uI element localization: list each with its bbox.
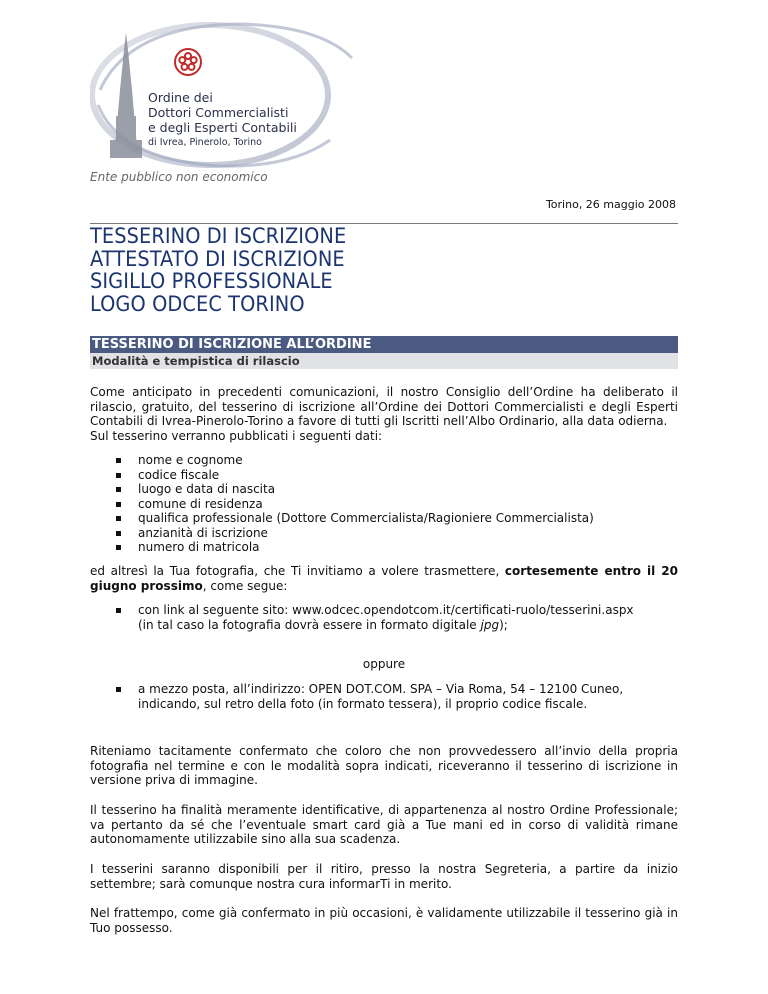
bullet-icon: [116, 502, 121, 507]
tagline: Ente pubblico non economico: [90, 170, 268, 184]
odcec-logo: [90, 20, 370, 170]
list-item: luogo e data di nascita: [116, 482, 594, 497]
intro-paragraph: [90, 385, 678, 443]
logo-line-1: Ordine dei: [148, 90, 213, 105]
logo-line-3: e degli Esperti Contabili: [148, 120, 297, 135]
paragraph: Il tesserino ha finalità meramente identificative, di appartenenza al nostro Ordine Professionale; va pertanto da sé che l’eventuale smart card già a Tue mani ed in corso di validità rimane autonomamente utilizzabile sino alla sua scadenza.: [90, 803, 678, 846]
list-item: comune di residenza: [116, 497, 594, 512]
letter-date: Torino, 26 maggio 2008: [545, 198, 676, 211]
section-subheader: Modalità e tempistica di rilascio: [90, 353, 678, 369]
bullet-icon: [116, 608, 121, 613]
paragraph: Nel frattempo, come già confermato in più occasioni, è validamente utilizzabile il tesserino già in Tuo possesso.: [90, 906, 678, 935]
logo-line-2: Dottori Commercialisti: [148, 105, 289, 120]
bullet-icon: [116, 531, 121, 536]
fields-list: [116, 453, 594, 555]
bullet-icon: [116, 487, 121, 492]
option-link-text: con link al seguente sito: www.odcec.opendotcom.it/certificati-ruolo/tesserini.aspx: [138, 603, 634, 617]
bullet-icon: [116, 545, 121, 550]
bullet-icon: [116, 458, 121, 463]
list-item: qualifica professionale (Dottore Commercialista/Ragioniere Commercialista): [116, 511, 594, 526]
bullet-icon: [116, 473, 121, 478]
intro-text: Come anticipato in precedenti comunicazioni, il nostro Consiglio dell’Ordine ha deliberato il rilascio, gratuito, del tesserino di iscrizione all’Ordine dei Dottori Commercialisti e degli Esperti Contabili di Ivrea-Pinerolo-Torino a favore di tutti gli Iscritti nell’Albo Ordinario, alla data odierna.: [90, 385, 678, 428]
intro-text-2: Sul tesserino verranno pubblicati i seguenti dati:: [90, 428, 383, 443]
title-line: SIGILLO PROFESSIONALE: [90, 269, 333, 294]
option-link: con link al seguente sito: www.odcec.opendotcom.it/certificati-ruolo/tesserini.aspx (in tal caso la fotografia dovrà essere in formato digitale jpg);: [116, 603, 676, 632]
photo-request-paragraph: ed altresì la Tua fotografia, che Ti invitiamo a volere trasmettere, cortesemente entro il 20 giugno prossimo, come segue:: [90, 564, 678, 593]
title-line: ATTESTATO DI ISCRIZIONE: [90, 246, 345, 272]
oppure-label: oppure: [362, 657, 406, 671]
logo-line-4: di Ivrea, Pinerolo, Torino: [148, 137, 262, 148]
section-header: TESSERINO DI ISCRIZIONE ALL’ORDINE: [90, 336, 678, 353]
list-item: codice fiscale: [116, 468, 594, 483]
bullet-icon: [116, 687, 121, 692]
list-item: anzianità di iscrizione: [116, 526, 594, 541]
bullet-icon: [116, 516, 121, 521]
list-item: numero di matricola: [116, 540, 594, 555]
deadline-text: cortesemente entro il 20 giugno prossimo: [90, 564, 678, 593]
title-line: LOGO ODCEC TORINO: [90, 291, 305, 317]
paragraph: I tesserini saranno disponibili per il ritiro, presso la nostra Segreteria, a partire da inizio settembre; sarà comunque nostra cura informarTi in merito.: [90, 862, 678, 891]
list-item: nome e cognome: [116, 453, 594, 468]
option-post: a mezzo posta, all’indirizzo: OPEN DOT.COM. SPA – Via Roma, 54 – 12100 Cuneo, indicando, sul retro della foto (in formato tessera), il proprio codice fiscale.: [116, 682, 676, 711]
title-line: TESSERINO DI ISCRIZIONE: [90, 224, 347, 249]
paragraph: Riteniamo tacitamente confermato che coloro che non provvedessero all’invio della propria fotografia nel termine e con le modalità sopra indicati, riceveranno il tesserino di iscrizione in versione priva di immagine.: [90, 744, 678, 787]
document-titles: [90, 226, 678, 316]
